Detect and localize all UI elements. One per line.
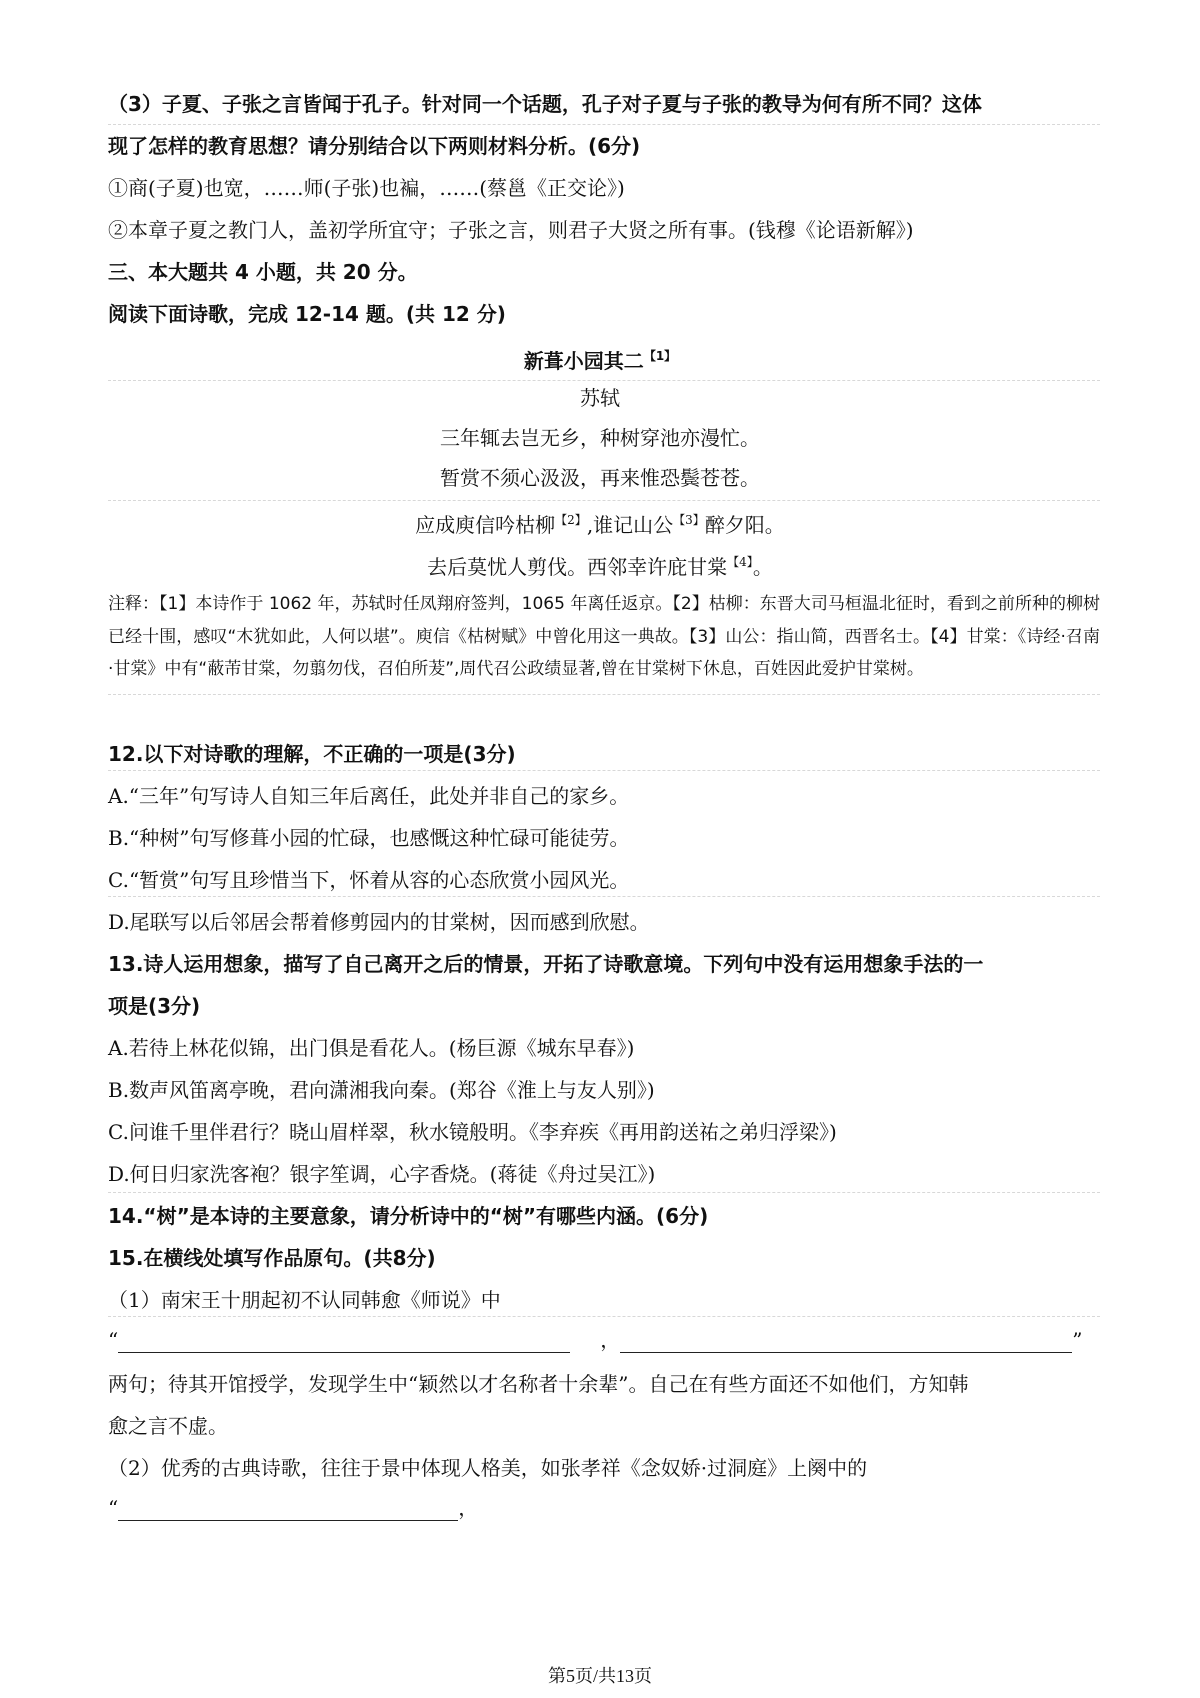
q12-option-d: D.尾联写以后邻居会帮着修剪园内的甘棠树，因而感到欣慰。 [108, 910, 650, 934]
answer-blank-2[interactable] [620, 1330, 1072, 1353]
q15-part1-blanks [108, 1326, 1098, 1354]
q11-3-stem-line2: 现了怎样的教育思想？请分别结合以下两则材料分析。(6分) [108, 134, 641, 158]
divider [108, 380, 1100, 381]
q14-stem: 14.“树”是本诗的主要意象，请分析诗中的“树”有哪些内涵。(6分) [108, 1204, 709, 1228]
answer-blank-1[interactable] [118, 1330, 570, 1353]
blank-separator: ， [458, 1496, 479, 1520]
poem-line-4-a: 去后莫忧人剪伐。西邻幸许庇甘棠 [427, 555, 728, 579]
q13-option-c: C.问谁千里伴君行？晓山眉样翠，秋水镜般明。《李弃疾《再用韵送祐之弟归浮梁》) [108, 1120, 837, 1144]
poem-title-text: 新葺小园其二 [523, 349, 644, 373]
poem-author: 苏轼 [580, 386, 620, 410]
poem-line-3-c: 醉夕阳。 [704, 513, 785, 537]
poem-title-note: 【1】 [643, 349, 677, 363]
reading-instruction: 阅读下面诗歌，完成 12-14 题。(共 12 分) [108, 302, 506, 326]
q13-option-b: B.数声风笛离亭晚，君向潇湘我向秦。(郑谷《淮上与友人别》) [108, 1078, 655, 1102]
open-quote: “ [108, 1328, 119, 1352]
divider [108, 1192, 1100, 1193]
poem-line-4 [0, 548, 1200, 581]
divider [108, 500, 1100, 501]
q13-stem-line2: 项是(3分) [108, 994, 201, 1018]
page-number: 第5页/共13页 [547, 1666, 652, 1686]
section-heading: 三、本大题共 4 小题，共 20 分。 [108, 260, 418, 284]
q15-part1-line4: 愈之言不虚。 [108, 1414, 228, 1438]
poem-title [0, 342, 1200, 375]
poem-line-4-b: 。 [752, 555, 773, 579]
divider [108, 694, 1100, 695]
q13-option-d: D.何日归家洗客袍？银字笙调，心字香烧。(蒋徒《舟过吴江》) [108, 1162, 656, 1186]
poem-note-3: 【3】 [673, 513, 705, 527]
poem-annotations: 注释：【1】本诗作于 1062 年，苏轼时任凤翔府签判，1065 年离任返京。【2】枯柳：东晋大司马桓温北征时，看到之前所种的柳树已经十围，感叹“木犹如此，人何以堪”。庾信《枯树赋》中曾化用这一典故。【3】山公：指山简，西晋名士。【4】甘棠：《诗经·召南·甘棠》中有“蔽芾甘棠，勿翦勿伐，召伯所茇”,周代召公政绩显著,曾在甘棠树下休息，百姓因此爱护甘棠树。 [108, 594, 1100, 679]
poem-line-3-a: 应成庾信吟枯柳 [415, 513, 556, 537]
q15-part2-line1: （2）优秀的古典诗歌，往往于景中体现人格美，如张孝祥《念奴娇·过洞庭》上阕中的 [108, 1456, 868, 1480]
open-quote: “ [108, 1496, 119, 1520]
q11-3-stem-line1: （3）子夏、子张之言皆闻于孔子。针对同一个话题，孔子对子夏与子张的教导为何有所不同？这体 [108, 92, 982, 116]
poem-line-2: 暂赏不须心汲汲，再来惟恐鬓苍苍。 [440, 466, 760, 490]
poem-line-3-b: ,谁记山公 [586, 513, 674, 537]
divider [108, 770, 1100, 771]
divider [108, 124, 1100, 125]
q12-option-b: B.“种树”句写修葺小园的忙碌，也感慨这种忙碌可能徒劳。 [108, 826, 630, 850]
q12-stem: 12.以下对诗歌的理解，不正确的一项是(3分) [108, 742, 516, 766]
poem-note-2: 【2】 [555, 513, 587, 527]
q15-part1-line3: 两句；待其开馆授学，发现学生中“颖然以才名称者十余辈”。自己在有些方面还不如他们，方知韩 [108, 1372, 969, 1396]
q12-option-a: A.“三年”句写诗人自知三年后离任，此处并非自己的家乡。 [108, 784, 630, 808]
poem-note-4: 【4】 [727, 555, 753, 569]
poem-line-3 [0, 506, 1200, 539]
divider [108, 896, 1100, 897]
answer-blank-3[interactable] [118, 1498, 458, 1521]
blank-separator: ， [600, 1328, 621, 1352]
q15-part1-line1: （1）南宋王十朋起初不认同韩愈《师说》中 [108, 1288, 501, 1312]
q15-part2-blanks [108, 1494, 1098, 1522]
divider [108, 1316, 1100, 1317]
close-quote: ” [1072, 1328, 1083, 1352]
material-1: ①商(子夏)也宽，……师(子张)也褊，……(蔡邕《正交论》) [108, 176, 625, 200]
material-2: ②本章子夏之教门人，盖初学所宜守；子张之言，则君子大贤之所有事。(钱穆《论语新解》) [108, 218, 914, 242]
q13-option-a: A.若待上林花似锦，出门俱是看花人。(杨巨源《城东早春》) [108, 1036, 635, 1060]
poem-line-1: 三年辄去岂无乡，种树穿池亦漫忙。 [440, 426, 760, 450]
q13-stem-line1: 13.诗人运用想象，描写了自己离开之后的情景，开拓了诗歌意境。下列句中没有运用想象手法的一 [108, 952, 984, 976]
q12-option-c: C.“暂赏”句写且珍惜当下，怀着从容的心态欣赏小园风光。 [108, 868, 630, 892]
q15-stem: 15.在横线处填写作品原句。(共8分) [108, 1246, 436, 1270]
